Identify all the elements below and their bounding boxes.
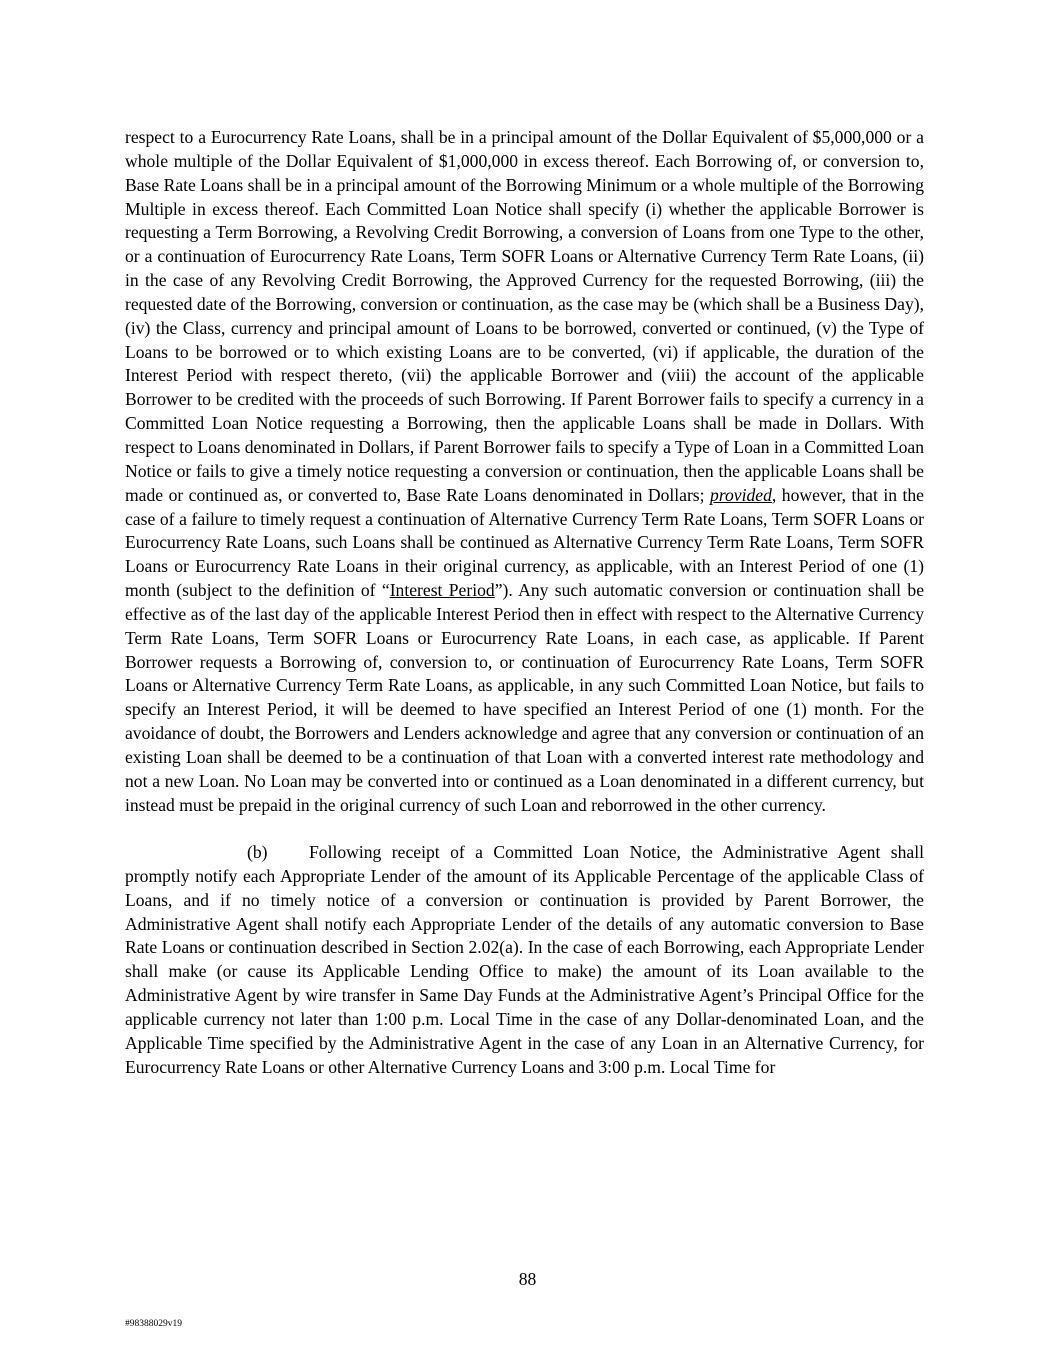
paragraph-b [125, 841, 924, 1079]
paragraph-b-label: (b) [247, 841, 268, 862]
paragraph-a-part3: ”). Any such automatic conversion or continuation shall be effective as of the last day of the applicable Interest Period then in effect with respect to the Alternative Currency Term Rate Loans, Term SOFR Loans or Eurocurrency Rate Loans, in each case, as applicable. If Parent Borrower requests a Borrowing of, conversion to, or continuation of Eurocurrency Rate Loans, Term SOFR Loans or Alternative Currency Term Rate Loans, as applicable, in any such Committed Loan Notice, but fails to specify an Interest Period, it will be deemed to have specified an Interest Period of one (1) month. For the avoidance of doubt, the Borrowers and Lenders acknowledge and agree that any conversion or continuation of an existing Loan shall be deemed to be a continuation of that Loan with a converted interest rate methodology and not a new Loan. No Loan may be converted into or continued as a Loan denominated in a different currency, but instead must be prepaid in the original currency of such Loan and reborrowed in the other currency. [125, 580, 924, 815]
paragraph-a-part2: , however, that in the case of a failure to timely request a continuation of Alternative Currency Term Rate Loans, Term SOFR Loans or Eurocurrency Rate Loans, such Loans shall be continued as Alternative Currency Term Rate Loans, Term SOFR Loans or Eurocurrency Rate Loans in their original currency, as applicable, with an Interest Period of one (1) month (subject to the definition of “ [125, 484, 924, 601]
interest-period-term: Interest Period [389, 580, 495, 601]
document-id: #98388029v19 [125, 1319, 182, 1329]
paragraph-a-part1: respect to a Eurocurrency Rate Loans, shall be in a principal amount of the Dollar Equivalent of $5,000,000 or a whole multiple of the Dollar Equivalent of $1,000,000 in excess thereof. Each Borrowing of, or conversion to, Base Rate Loans shall be in a principal amount of the Borrowing Minimum or a whole multiple of the Borrowing Multiple in excess thereof. Each Committed Loan Notice shall specify (i) whether the applicable Borrower is requesting a Term Borrowing, a Revolving Credit Borrowing, a conversion of Loans from one Type to the other, or a continuation of Eurocurrency Rate Loans, Term SOFR Loans or Alternative Currency Term Rate Loans, (ii) in the case of any Revolving Credit Borrowing, the Approved Currency for the requested Borrowing, (iii) the requested date of the Borrowing, conversion or continuation, as the case may be (which shall be a Business Day), (iv) the Class, currency and principal amount of Loans to be borrowed, converted or continued, (v) the Type of Loans to be borrowed or to which existing Loans are to be converted, (vi) if applicable, the duration of the Interest Period with respect thereto, (vii) the applicable Borrower and (viii) the account of the applicable Borrower to be credited with the proceeds of such Borrowing. If Parent Borrower fails to specify a currency in a Committed Loan Notice requesting a Borrowing, then the applicable Loans shall be made in Dollars. With respect to Loans denominated in Dollars, if Parent Borrower fails to specify a Type of Loan in a Committed Loan Notice or fails to give a timely notice requesting a conversion or continuation, then the applicable Loans shall be made or continued as, or converted to, Base Rate Loans denominated in Dollars; [125, 127, 924, 505]
paragraph-a [125, 126, 924, 817]
page-number: 88 [518, 1269, 537, 1289]
paragraph-b-text: Following receipt of a Committed Loan Notice, the Administrative Agent shall promptly notify each Appropriate Lender of the amount of its Applicable Percentage of the applicable Class of Loans, and if no timely notice of a conversion or continuation is provided by Parent Borrower, the Administrative Agent shall notify each Appropriate Lender of the details of any automatic conversion to Base Rate Loans or continuation described in Section 2.02(a). In the case of each Borrowing, each Appropriate Lender shall make (or cause its Applicable Lending Office to make) the amount of its Loan available to the Administrative Agent by wire transfer in Same Day Funds at the Administrative Agent’s Principal Office for the applicable currency not later than 1:00 p.m. Local Time in the case of any Dollar-denominated Loan, and the Applicable Time specified by the Administrative Agent in the case of any Loan in an Alternative Currency, for Eurocurrency Rate Loans or other Alternative Currency Loans and 3:00 p.m. Local Time for [125, 841, 924, 1077]
provided-term: provided [710, 484, 772, 505]
body-text [125, 126, 924, 1079]
